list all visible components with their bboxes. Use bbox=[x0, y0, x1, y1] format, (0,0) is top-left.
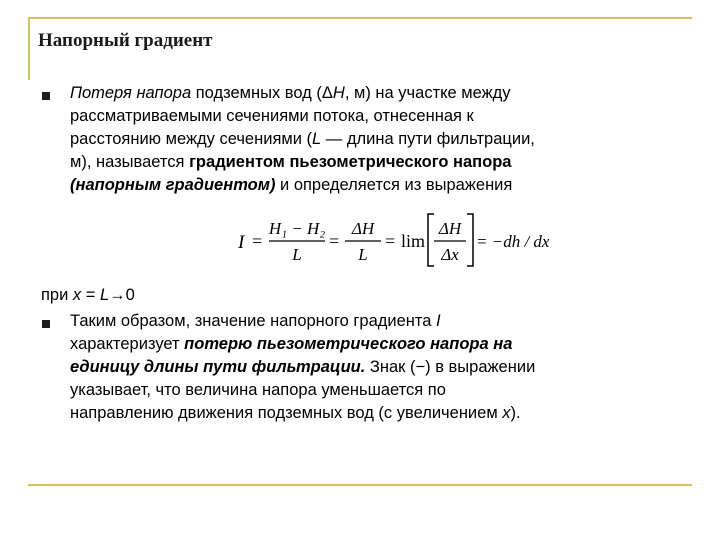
para1-line3: расстоянию между сечениями (L — длина пути фильтрации, bbox=[70, 130, 535, 148]
formula-eq-2: = bbox=[329, 231, 340, 251]
para1-line5: (напорным градиентом) и определяется из выражения bbox=[70, 176, 513, 194]
bullet-square-1 bbox=[42, 92, 50, 100]
formula-tail: = −dh / dx bbox=[476, 232, 550, 251]
formula-I: I bbox=[238, 232, 245, 253]
para2-line2: характеризует потерю пьезометрического напора на bbox=[70, 335, 513, 353]
formula-num1: H₁ − H₂ bbox=[268, 219, 326, 238]
formula-den3: Δx bbox=[441, 245, 459, 264]
formula-den1: L bbox=[292, 245, 302, 264]
formula-num3: ΔH bbox=[438, 219, 462, 238]
bracket-right bbox=[467, 214, 473, 266]
para2-line5: направлению движения подземных вод (с увеличением x). bbox=[70, 404, 521, 422]
para1-line1: Потеря напора подземных вод (ΔH, м) на участке между bbox=[70, 84, 511, 102]
formula-eq-1: = bbox=[252, 231, 263, 251]
para1-line4: м), называется градиентом пьезометрического напора bbox=[70, 153, 512, 171]
bullet-square-2 bbox=[42, 320, 50, 328]
formula-num2: ΔH bbox=[351, 219, 375, 238]
frame-bottom-rule bbox=[28, 484, 692, 486]
paragraph-conclusion bbox=[70, 310, 680, 425]
limit-condition: при x = L→0 bbox=[41, 286, 135, 304]
formula-lim: lim bbox=[401, 231, 426, 251]
paragraph-definition bbox=[70, 82, 680, 197]
bracket-left bbox=[428, 214, 434, 266]
frame-top-rule bbox=[28, 17, 692, 19]
para2-line3: единицу длины пути фильтрации. Знак (−) в выражении bbox=[70, 358, 536, 376]
formula-den2: L bbox=[358, 245, 368, 264]
formula-eq-3: = bbox=[385, 231, 396, 251]
para1-line2: рассматриваемыми сечениями потока, отнесенная к bbox=[70, 107, 474, 125]
frame-left-rule bbox=[28, 17, 30, 80]
para2-line4: указывает, что величина напора уменьшается по bbox=[70, 381, 446, 399]
gradient-formula bbox=[238, 212, 558, 268]
slide-title: Напорный градиент bbox=[38, 30, 213, 51]
para2-line1: Таким образом, значение напорного градиента I bbox=[70, 312, 441, 330]
